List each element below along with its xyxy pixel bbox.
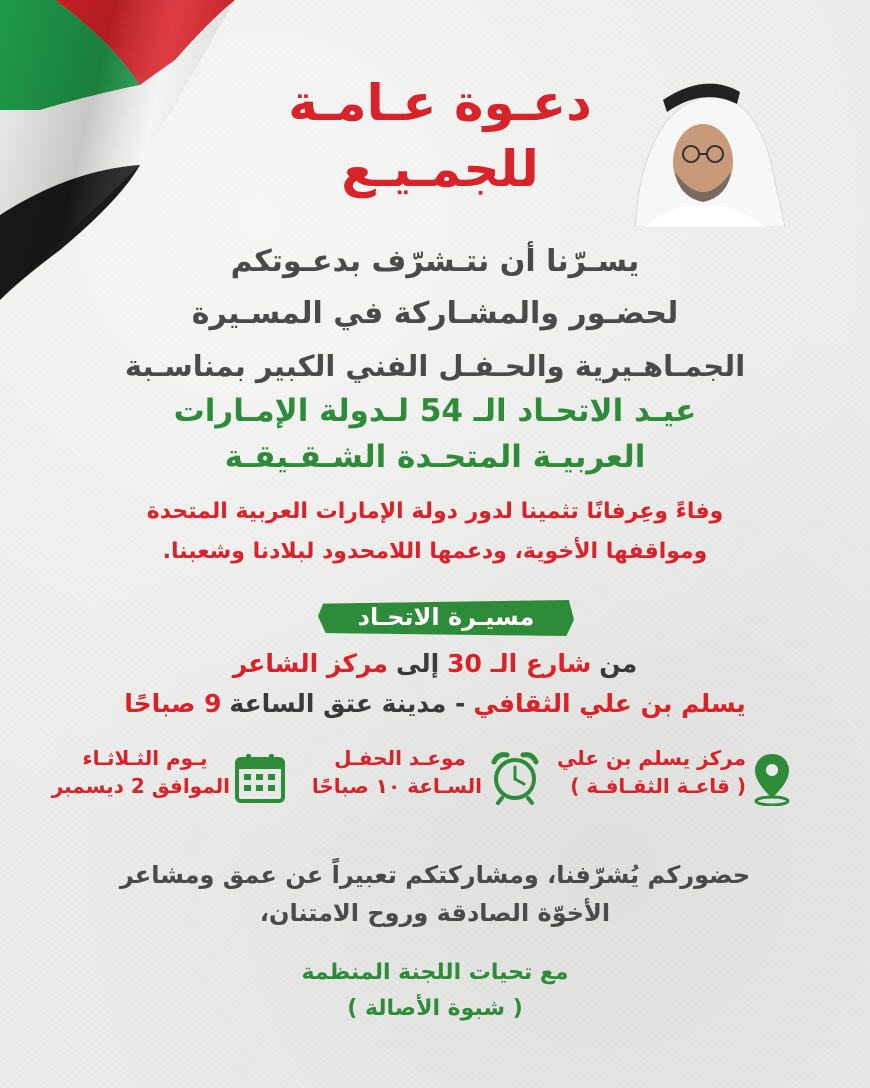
portrait-image: [615, 62, 795, 227]
time-subtitle: السـاعة ١٠ صباحًا: [311, 774, 482, 798]
date-info: [51, 744, 230, 800]
route-place: يسلم بن علي الثقافي: [473, 689, 746, 718]
route-destination: مركز الشاعر: [232, 649, 388, 678]
route-from: من: [599, 649, 638, 678]
route-to: إلى: [395, 649, 440, 678]
occasion-line2: العربيـة المتحـدة الشـقـيقـة: [224, 439, 646, 475]
route-city: - مدينة عتق الساعة: [229, 689, 466, 718]
intro-line2: لحضـور والمشـاركة في المسـيرة: [191, 296, 679, 331]
route-street: شارع الـ 30: [447, 649, 592, 678]
tribute-line1: وفاءً وعِرفانًا تثمينا لدور دولة الإمارات العربية المتحدة: [146, 499, 724, 524]
date-subtitle: الموافق 2 ديسمبر: [51, 774, 230, 798]
closing-line2: الأخوّة الصادقة وروح الامتنان،: [259, 899, 611, 927]
location-title: مركز يسلم بن علي: [556, 746, 746, 770]
title-line2: للجمـيـع: [341, 140, 539, 198]
calendar-icon: [234, 752, 286, 808]
occasion-line1: عيـد الاتحـاد الـ 54 لـدولة الإمـارات: [173, 393, 697, 429]
tribute-line2: ومواقفها الأخوية، ودعمها اللامحدود لبلادنا وشعبنا.: [162, 539, 708, 564]
signature-line1: مع تحيات اللجنة المنظمة: [301, 960, 569, 985]
location-subtitle: ( قاعـة الثقـافـة ): [570, 774, 746, 798]
time-info: [311, 744, 482, 800]
date-title: يـوم الثـلاثـاء: [82, 746, 208, 770]
intro-line3: الجمـاهـيرية والحـفـل الفني الكبير بمناسـبة: [124, 349, 746, 383]
intro-line1: يسـرّنا أن نتـشرّف بدعـوتكم: [230, 244, 640, 279]
location-info: [556, 744, 746, 800]
route-line2: [110, 684, 760, 724]
title-line1: دعـوة عـامـة: [288, 74, 592, 132]
route-time: 9 صباحًا: [124, 689, 222, 718]
closing-line1: حضوركم يُشرّفنا، ومشاركتكم تعبيراً عن عمق ومشاعر: [119, 861, 751, 889]
march-banner-text: مسيـرة الاتحـاد: [357, 603, 535, 631]
signature-line2: ( شبوة الأصالة ): [347, 996, 523, 1021]
alarm-clock-icon: [486, 748, 544, 810]
time-title: موعـد الحفـل: [334, 746, 466, 770]
route-line1: [150, 644, 720, 684]
location-pin-icon: [752, 752, 792, 810]
